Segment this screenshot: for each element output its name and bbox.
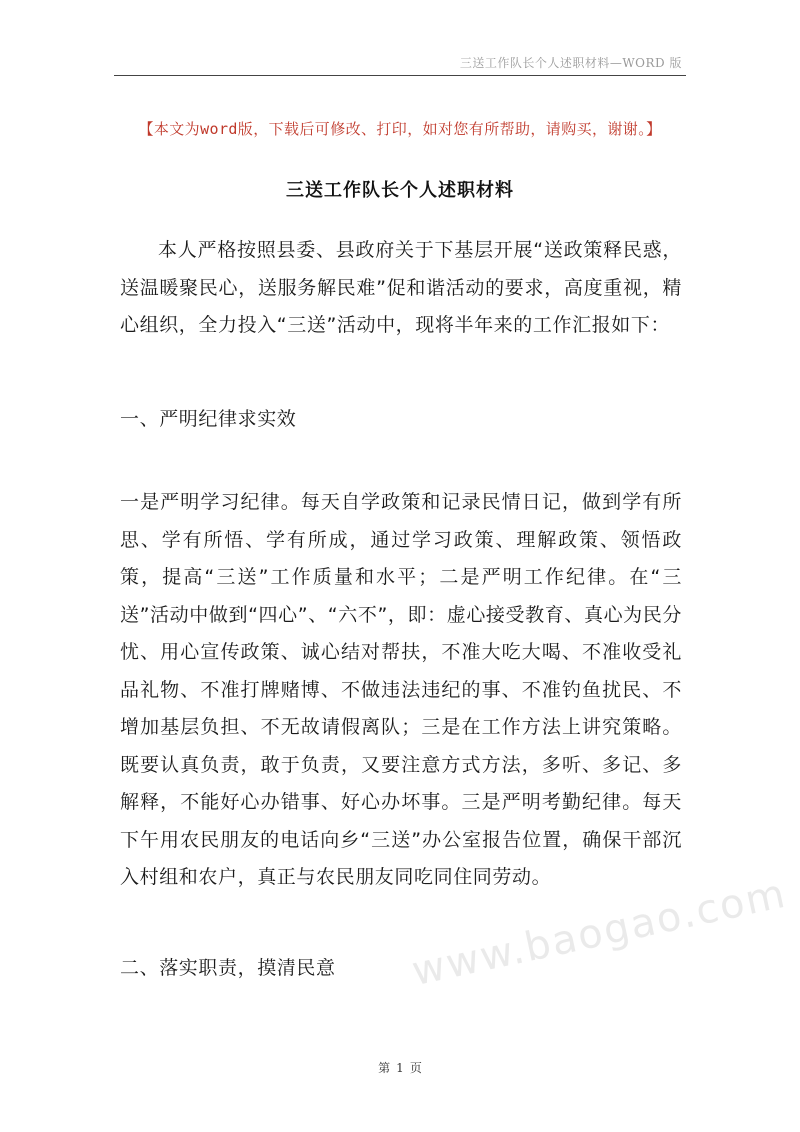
footer-suffix: 页 xyxy=(409,1061,422,1075)
section-heading-1: 一、严明纪律求实效 xyxy=(120,408,297,430)
page-footer xyxy=(0,1059,800,1076)
download-notice: 【本文为word版，下载后可修改、打印，如对您有所帮助，请购买，谢谢。】 xyxy=(138,120,662,138)
document-title: 三送工作队长个人述职材料 xyxy=(286,180,514,201)
running-header: 三送工作队长个人述职材料—WORD 版 xyxy=(459,56,682,70)
footer-prefix: 第 xyxy=(378,1061,391,1075)
page-number: 1 xyxy=(396,1061,404,1075)
intro-paragraph: 本人严格按照县委、县政府关于下基层开展“送政策释民惑，送温暖聚民心，送服务解民难”促和谐活动的要求，高度重视，精心组织，全力投入“三送”活动中，现将半年来的工作汇报如下： xyxy=(120,239,682,336)
watermark: www.baogao.com xyxy=(408,870,791,995)
section-1-paragraph: 一是严明学习纪律。每天自学政策和记录民情日记，做到学有所思、学有所悟、学有所成，通过学习政策、理解政策、领悟政策，提高“三送”工作质量和水平；二是严明工作纪律。在“三送”活动中做到“四心”、“六不”，即：虚心接受教育、真心为民分忧、用心宣传政策、诚心结对帮扶，不准大吃大喝、不准收受礼品礼物、不准打牌赌博、不做违法违纪的事、不准钓鱼扰民、不增加基层负担、不无故请假离队；三是在工作方法上讲究策略。既要认真负责，敢于负责，又要注意方式方法，多听、多记、多解释，不能好心办错事、好心办坏事。三是严明考勤纪律。每天下午用农民朋友的电话向乡“三送”办公室报告位置，确保干部沉入村组和农户，真正与农民朋友同吃同住同劳动。 xyxy=(120,491,682,888)
section-heading-2: 二、落实职责，摸清民意 xyxy=(120,957,336,979)
header-divider xyxy=(114,75,686,76)
